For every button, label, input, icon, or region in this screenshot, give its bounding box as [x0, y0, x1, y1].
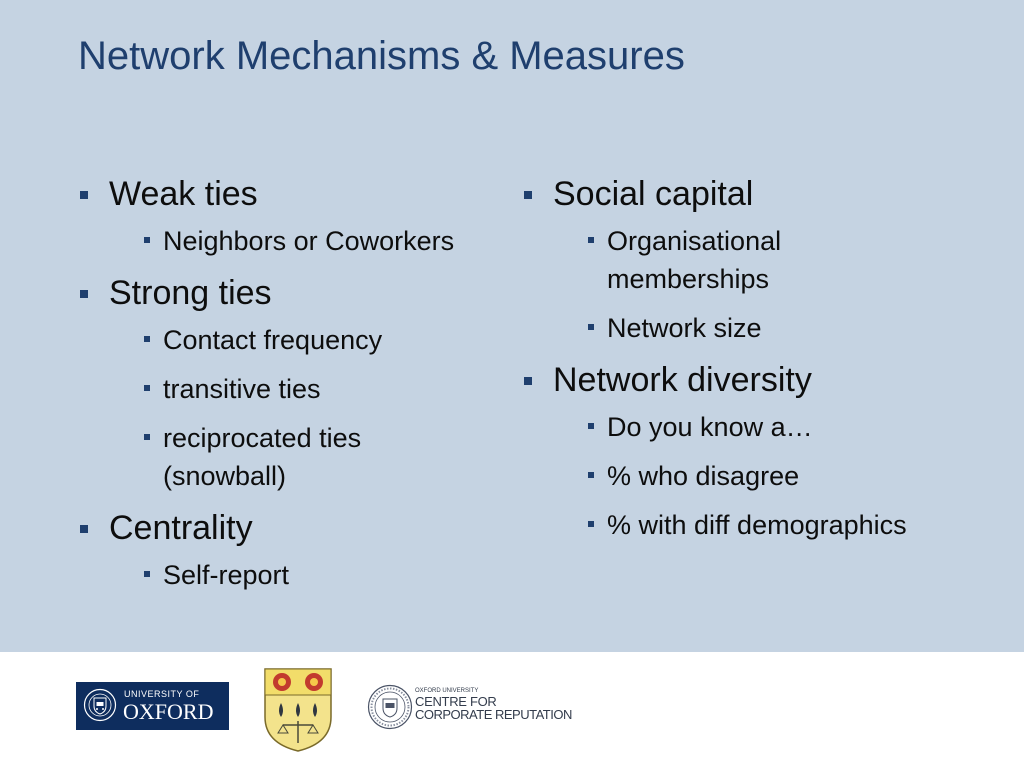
square-bullet-icon — [80, 191, 88, 199]
sub-bullet-label: Self-report — [163, 560, 290, 590]
sub-bullet-label: Neighbors or Coworkers — [163, 226, 455, 256]
sub-bullet-item — [109, 222, 480, 260]
sub-bullet-item — [553, 309, 944, 347]
slide-title: Network Mechanisms & Measures — [78, 34, 685, 78]
bullet-label: Centrality — [109, 509, 253, 547]
square-bullet-icon — [524, 191, 532, 199]
college-coat-of-arms-icon — [263, 667, 333, 753]
ccr-logo-text — [415, 688, 572, 722]
ccr-logo-line1: CENTRE FOR — [415, 694, 497, 709]
sub-bullet-item — [109, 419, 480, 495]
sub-list — [109, 222, 480, 260]
bullet-item — [80, 506, 480, 594]
bullet-label: Social capital — [553, 175, 754, 213]
square-bullet-icon — [588, 237, 594, 243]
sub-bullet-item — [553, 408, 944, 446]
bullet-item — [524, 172, 944, 347]
sub-bullet-label: Do you know a… — [607, 412, 813, 442]
sub-bullet-item — [553, 506, 944, 544]
oxford-crest-icon — [83, 688, 117, 722]
sub-bullet-label: Contact frequency — [163, 325, 383, 355]
square-bullet-icon — [588, 472, 594, 478]
bullet-item — [524, 358, 944, 544]
square-bullet-icon — [588, 324, 594, 330]
square-bullet-icon — [588, 521, 594, 527]
sub-bullet-label: % with diff demographics — [607, 510, 907, 540]
square-bullet-icon — [144, 571, 150, 577]
sub-bullet-item — [109, 556, 480, 594]
bullet-item — [80, 172, 480, 260]
sub-bullet-item — [553, 457, 944, 495]
sub-bullet-label: reciprocated ties (snowball) — [163, 423, 362, 491]
square-bullet-icon — [80, 525, 88, 533]
sub-list — [109, 556, 480, 594]
sub-bullet-item — [109, 370, 480, 408]
sub-bullet-label: % who disagree — [607, 461, 800, 491]
square-bullet-icon — [588, 423, 594, 429]
ccr-logo-small-text: OXFORD UNIVERSITY — [415, 688, 479, 694]
bullet-label: Network diversity — [553, 361, 812, 399]
ccr-seal-icon — [367, 684, 413, 730]
oxford-logo-small-text: UNIVERSITY OF — [124, 689, 200, 699]
ccr-logo-line2: CORPORATE REPUTATION — [415, 707, 572, 722]
square-bullet-icon — [144, 237, 150, 243]
oxford-logo-big-text: OXFORD — [123, 699, 214, 724]
sub-bullet-item — [553, 222, 944, 298]
square-bullet-icon — [144, 336, 150, 342]
sub-list — [109, 321, 480, 495]
sub-list — [553, 408, 944, 544]
sub-bullet-label: transitive ties — [163, 374, 321, 404]
square-bullet-icon — [144, 385, 150, 391]
square-bullet-icon — [80, 290, 88, 298]
sub-bullet-label: Network size — [607, 313, 762, 343]
bullet-item — [80, 271, 480, 495]
square-bullet-icon — [144, 434, 150, 440]
sub-bullet-item — [109, 321, 480, 359]
sub-bullet-label: Organisational memberships — [607, 226, 782, 294]
left-column-list — [80, 172, 480, 605]
square-bullet-icon — [524, 377, 532, 385]
bullet-label: Weak ties — [109, 175, 258, 213]
bullet-label: Strong ties — [109, 274, 272, 312]
oxford-university-logo — [76, 682, 229, 730]
sub-list — [553, 222, 944, 347]
right-column-list — [524, 172, 944, 555]
